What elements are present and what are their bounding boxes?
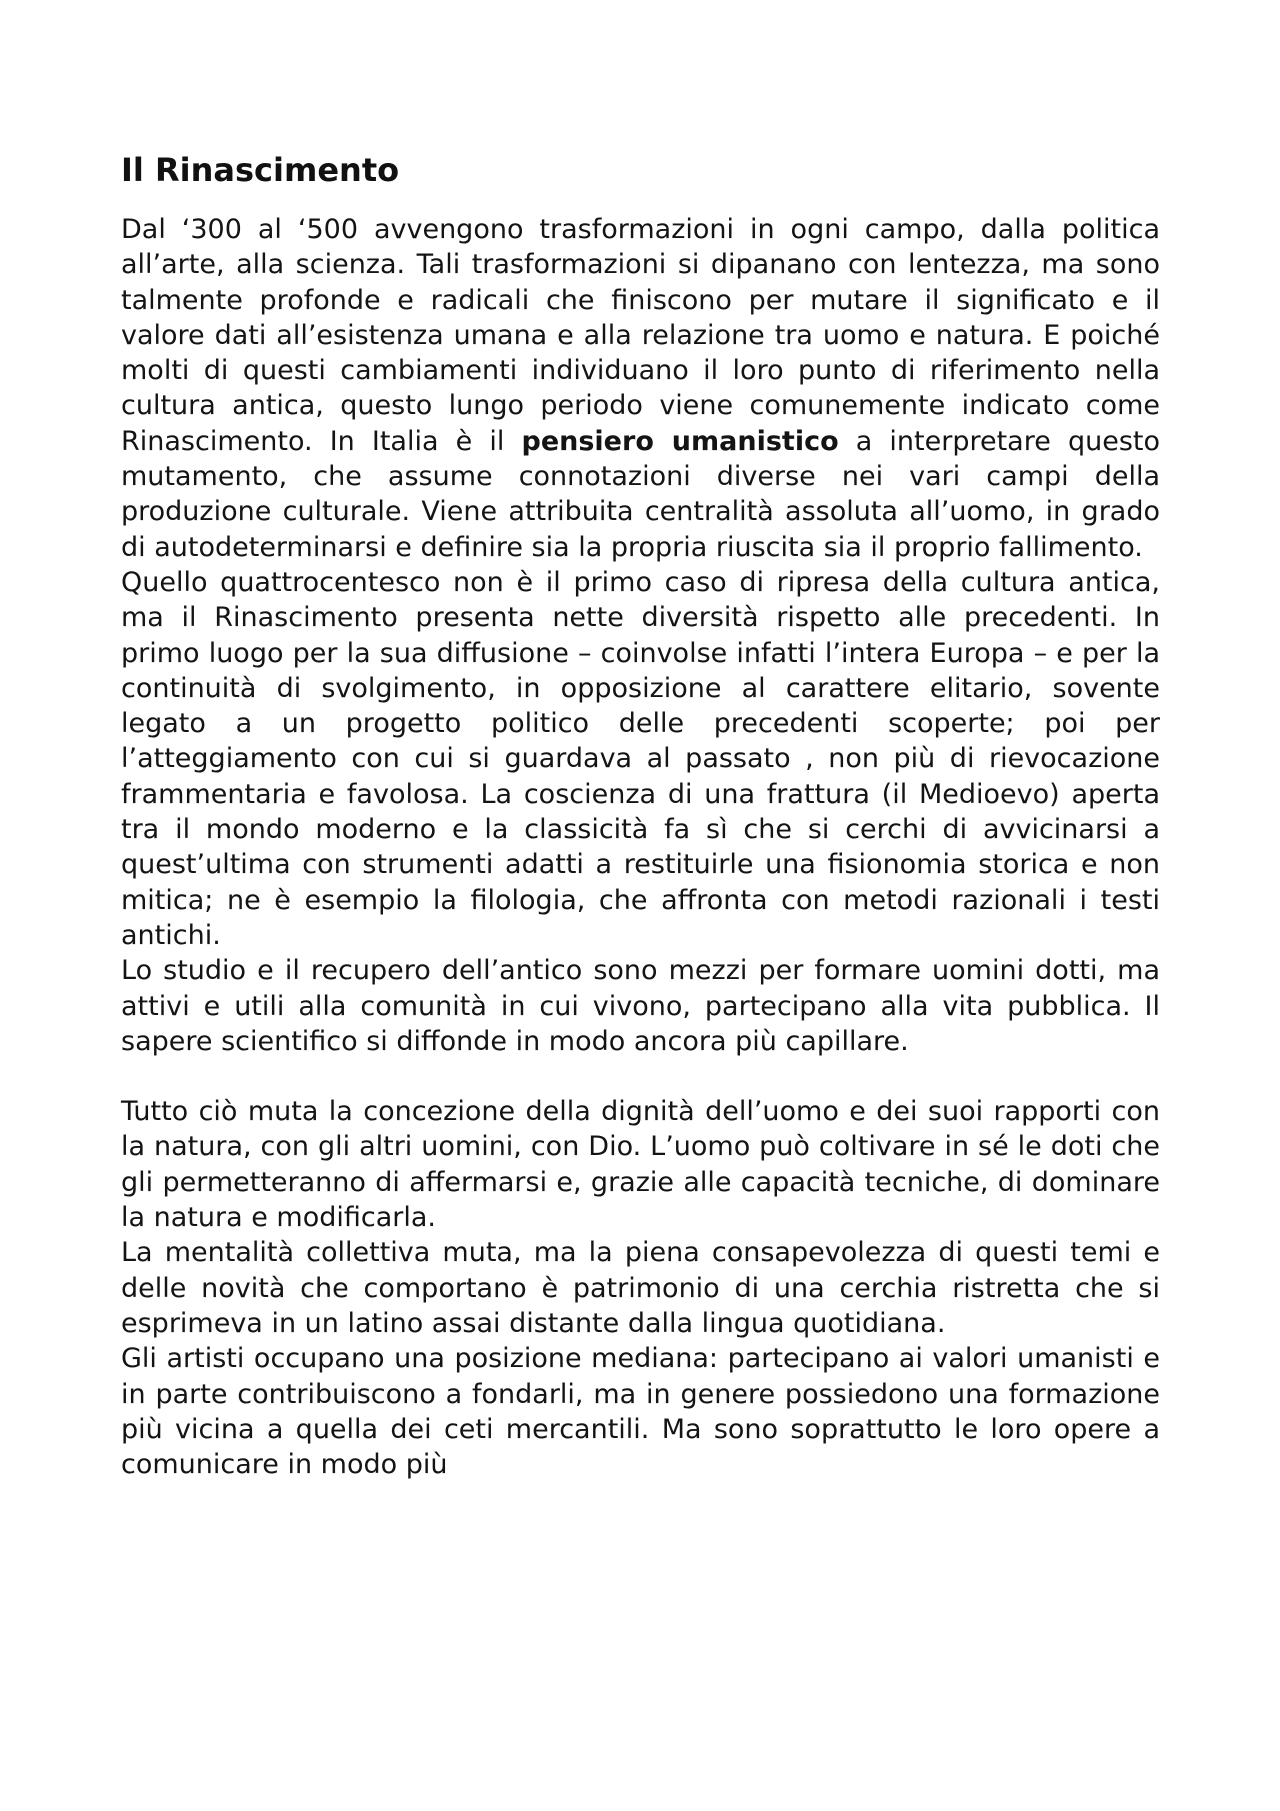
document-body bbox=[121, 150, 1160, 1482]
paragraph-studio-antico: Lo studio e il recupero dell’antico sono mezzi per formare uomini dotti, ma attivi e utili alla comunità in cui vivono, partecipano alla vita pubblica. Il sapere scientifico si diffonde in modo ancora più capillare. bbox=[121, 955, 1160, 1057]
paragraph-intro bbox=[121, 212, 1160, 565]
emphasis-pensiero-umanistico: pensiero umanistico bbox=[521, 425, 839, 457]
paragraph-quattrocento: Quello quattrocentesco non è il primo caso di ripresa della cultura antica, ma il Rinascimento presenta nette diversità rispetto alle precedenti. In primo luogo per la sua diffusione – coinvolse infatti l’intera Europa – e per la continuità di svolgimento, in opposizione al carattere elitario, sovente legato a un progetto politico delle precedenti scoperte; poi per l’atteggiamento con cui si guardava al passato , non più di rievocazione frammentaria e favolosa. La coscienza di una frattura (il Medioevo) aperta tra il mondo moderno e la classicità fa sì che si cerchi di avvicinarsi a quest’ultima con strumenti adatti a restituirle una fisionomia storica e non mitica; ne è esempio la filologia, che affronta con metodi razionali i testi antichi. bbox=[121, 566, 1160, 951]
document-title: Il Rinascimento bbox=[121, 151, 400, 189]
paragraph-spacer bbox=[121, 1059, 1160, 1094]
paragraph-artisti: Gli artisti occupano una posizione mediana: partecipano ai valori umanisti e in parte contribuiscono a fondarli, ma in genere possiedono una formazione più vicina a quella dei ceti mercantili. Ma sono soprattutto le loro opere a comunicare in modo più bbox=[121, 1343, 1160, 1481]
paragraph-intro-text-before: Dal ‘300 al ‘500 avvengono trasformazioni in ogni campo, dalla politica all’arte, alla scienza. Tali trasformazioni si dipanano con lentezza, ma sono talmente profonde e radicali che finiscono per mutare il significato e il valore dati all’esistenza umana e alla relazione tra uomo e natura. E poiché molti di questi cambiamenti individuano il loro punto di riferimento nella cultura antica, questo lungo periodo viene comunemente indicato come Rinascimento. In Italia è il bbox=[121, 214, 1160, 457]
paragraph-intro-text-after: a interpretare questo mutamento, che assume connotazioni diverse nei vari campi della produzione culturale. Viene attribuita centralità assoluta all’uomo, in grado di autodeterminarsi e definire sia la propria riuscita sia il proprio fallimento. bbox=[121, 425, 1160, 563]
paragraph-dignita-uomo: Tutto ciò muta la concezione della dignità dell’uomo e dei suoi rapporti con la natura, con gli altri uomini, con Dio. L’uomo può coltivare in sé le doti che gli permetteranno di affermarsi e, grazie alle capacità tecniche, di dominare la natura e modificarla. bbox=[121, 1096, 1160, 1234]
paragraph-mentalita-collettiva: La mentalità collettiva muta, ma la piena consapevolezza di questi temi e delle novità che comportano è patrimonio di una cerchia ristretta che si esprimeva in un latino assai distante dalla lingua quotidiana. bbox=[121, 1237, 1160, 1339]
